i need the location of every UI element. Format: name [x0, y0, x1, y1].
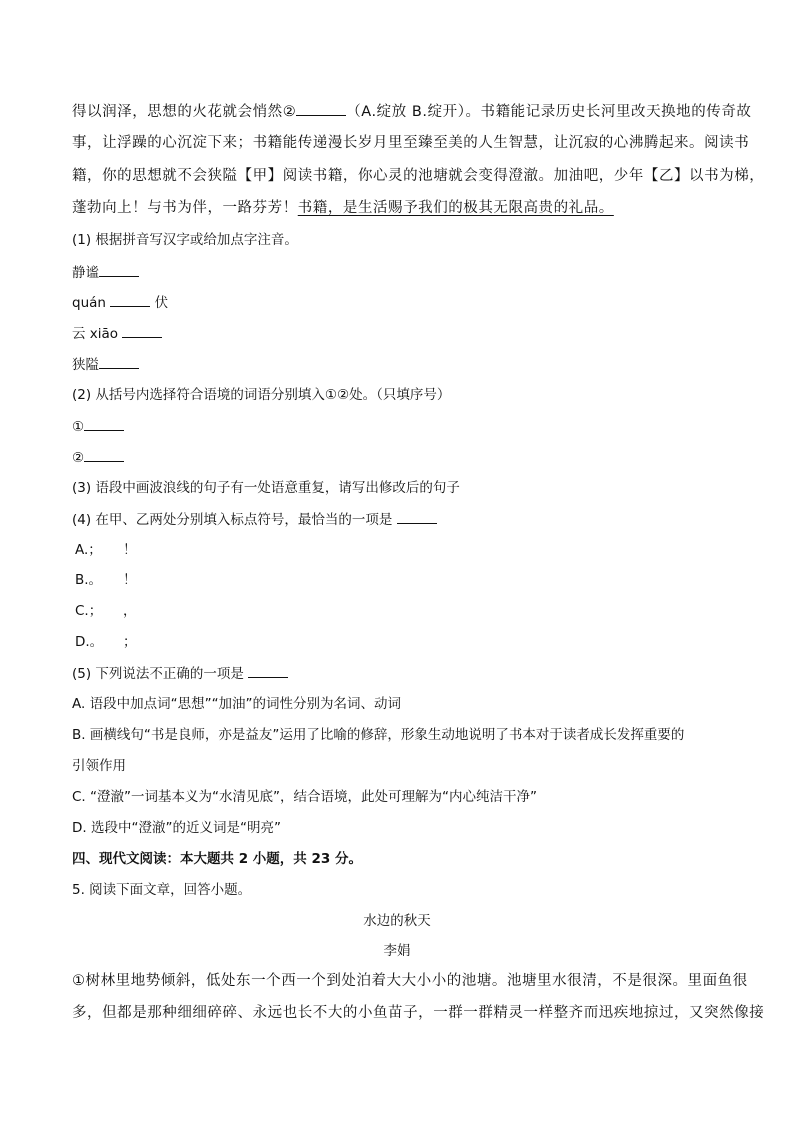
q5-option-b-line-1: B. 画横线句“书是良师，亦是益友”运用了比喻的修辞，形象生动地说明了书本对于读者成长发挥重要的 [72, 727, 685, 743]
answer-blank [99, 262, 139, 277]
passage-line-3: 籍，你的思想就不会狭隘【甲】阅读书籍，你心灵的池塘就会变得澄澈。加油吧，少年【乙】以书为梯， [72, 168, 765, 184]
passage-line-4: 蓬勃向上！与书为伴，一路芬芳！书籍，是生活赐予我们的极其无限高贵的礼品。 [72, 200, 614, 216]
answer-blank [110, 292, 150, 307]
q2-blank-1: ① [72, 416, 722, 437]
passage-line-1: 得以润泽，思想的火花就会悄然② （A.绽放 B.绽开）。书籍能记录历史长河里改天换地的传奇故 [72, 101, 722, 122]
q2-blank-2: ② [72, 447, 722, 468]
wavy-underlined-sentence: 书籍，是生活赐予我们的极其无限高贵的礼品。 [297, 200, 614, 216]
answer-blank [397, 509, 437, 524]
q4-option-d: D.。 ； [75, 634, 137, 650]
answer-blank [99, 354, 139, 369]
q4-prompt: (4) 在甲、乙两处分别填入标点符号，最恰当的一项是 [72, 509, 722, 530]
answer-blank [84, 447, 124, 462]
passage-line-2: 事，让浮躁的心沉淀下来；书籍能传递漫长岁月里至臻至美的人生智慧，让沉寂的心沸腾起来。阅读书 [72, 135, 750, 151]
q1-prompt: (1) 根据拼音写汉字或给加点字注音。 [72, 232, 298, 248]
article-title: 水边的秋天 [363, 913, 431, 929]
answer-blank [248, 663, 288, 678]
q1-item-3: 云 xiāo [72, 323, 722, 344]
article-author: 李娟 [383, 943, 411, 959]
answer-blank [122, 323, 162, 338]
q5-option-d: D. 选段中“澄澈”的近义词是“明亮” [72, 820, 281, 836]
q4-option-b: B.。 ！ [75, 572, 137, 588]
q1-item-2: quán 伏 [72, 292, 722, 313]
article-para-1-line-1: ①树林里地势倾斜，低处东一个西一个到处泊着大大小小的池塘。池塘里水很清，不是很深。里面鱼很 [72, 973, 748, 989]
q5-prompt: (5) 下列说法不正确的一项是 [72, 663, 722, 684]
q5-option-b-line-2: 引领作用 [72, 758, 126, 774]
q1-item-4: 狭隘 [72, 354, 722, 375]
article-para-1-line-2: 多，但都是那种细细碎碎、永远也长不大的小鱼苗子，一群一群精灵一样整齐而迅疾地掠过，又突然像接 [72, 1005, 765, 1021]
answer-blank [84, 416, 124, 431]
q2-prompt: (2) 从括号内选择符合语境的词语分别填入①②处。（只填序号） [72, 387, 451, 403]
blank-2 [296, 101, 346, 116]
q4-option-a: A.； ！ [75, 542, 137, 558]
q4-option-c: C.； ， [75, 603, 137, 619]
q3-prompt: (3) 语段中画波浪线的句子有一处语意重复，请写出修改后的句子 [72, 480, 460, 496]
q5-intro: 5. 阅读下面文章，回答小题。 [72, 882, 252, 898]
q5-option-a: A. 语段中加点词“思想”“加油”的词性分别为名词、动词 [72, 696, 402, 712]
q5-option-c: C. “澄澈”一词基本义为“水清见底”，结合语境，此处可理解为“内心纯洁干净” [72, 789, 537, 805]
q1-item-1: 静谧 [72, 262, 722, 283]
section-heading: 四、现代文阅读：本大题共 2 小题，共 23 分。 [72, 851, 362, 867]
